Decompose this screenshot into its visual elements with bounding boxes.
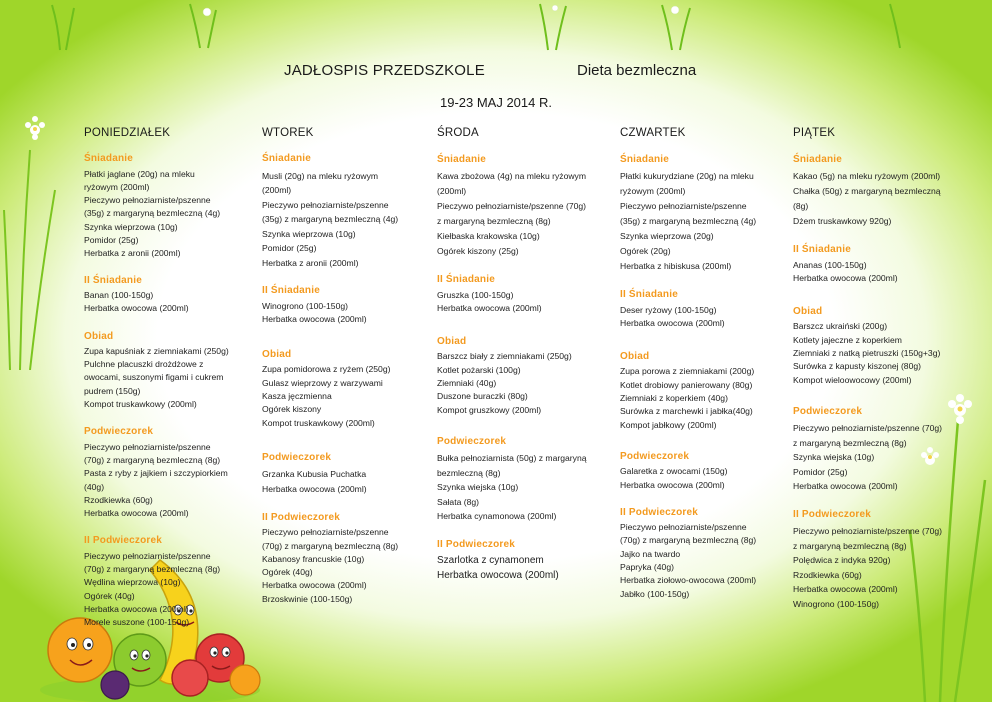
meal-title: Śniadanie (437, 154, 487, 166)
meal-item: bezmleczną (8g) (437, 467, 501, 478)
meal-title: Podwieczorek (437, 435, 507, 447)
meal-item: Pieczywo pełnoziarniste/pszenne (262, 199, 389, 210)
meal-title: Podwieczorek (84, 426, 154, 438)
meal-breakfast (793, 152, 968, 229)
meal-title: Śniadanie (262, 153, 312, 165)
meal-item: Ananas (100-150g) (793, 259, 867, 270)
meal-item: Kompot wieloowocowy (200ml) (793, 374, 912, 385)
meal-item: (200ml) (262, 185, 292, 196)
meal-item: (70g) z margaryną bezmleczną (8g) (84, 454, 221, 465)
meal-item: Surówka z marchewki i jabłka(40g) (620, 406, 753, 417)
menu-title: JADŁOSPIS PRZEDSZKOLE (284, 62, 485, 79)
meal-item: Herbatka owocowa (200ml) (84, 603, 189, 614)
meal-item: Grzanka Kubusia Puchatka (262, 468, 367, 479)
meal-afternoon-snack (84, 425, 254, 520)
meal-title: Podwieczorek (620, 450, 690, 462)
meal-item: Szynka wieprzowa (10g) (262, 228, 356, 239)
day-column-tuesday (262, 127, 432, 620)
meal-item: Herbatka owocowa (200ml) (620, 317, 725, 328)
meal-item: Płatki jaglane (20g) na mleku (84, 168, 195, 179)
meal-second-breakfast (84, 274, 254, 316)
meal-title: II Podwieczorek (437, 538, 516, 550)
day-column-wednesday (437, 127, 613, 597)
meal-title: II Śniadanie (793, 244, 851, 256)
meal-breakfast (437, 152, 613, 259)
meal-item: Płatki kukurydziane (20g) na mleku (620, 171, 754, 182)
meal-item: Herbatka owocowa (200ml) (84, 508, 189, 519)
meal-item: Ogórek kiszony (25g) (437, 246, 519, 257)
meal-item: Herbatka cynamonowa (200ml) (437, 511, 557, 522)
meal-breakfast (84, 152, 254, 260)
meal-title: Śniadanie (620, 154, 670, 166)
meal-item: Dżem truskawkowy 920g) (793, 216, 892, 227)
meal-item: Rzodkiewka (60g) (84, 494, 153, 505)
meal-title: II Śniadanie (84, 274, 142, 286)
meal-item: Chałka (50g) z margaryną bezmleczną (793, 186, 941, 197)
meal-item: Herbatka ziołowo-owocowa (200ml) (620, 575, 757, 586)
meal-item: (8g) (793, 201, 809, 212)
meal-item: Herbatka z aronii (200ml) (84, 248, 181, 259)
meal-second-afternoon-snack (793, 508, 968, 612)
meal-item: Rzodkiewka (60g) (793, 569, 862, 580)
meal-second-breakfast (437, 273, 613, 315)
meal-item: Pieczywo pełnoziarniste/pszenne (84, 550, 211, 561)
meal-item: Kiełbaska krakowska (10g) (437, 231, 540, 242)
meal-item: Surówka z kapusty kiszonej (80g) (793, 361, 922, 372)
diet-type: Dieta bezmleczna (577, 62, 697, 79)
meal-item: Pomidor (25g) (262, 243, 317, 254)
meal-second-afternoon-snack (84, 534, 254, 629)
meal-item: Szynka wieprzowa (10g) (84, 221, 178, 232)
meal-second-breakfast (793, 243, 968, 285)
meal-item: Pieczywo pełnoziarniste/pszenne (84, 195, 211, 206)
meal-item: Gulasz wieprzowy z warzywami (262, 377, 383, 388)
meal-item: Sałata (8g) (437, 496, 480, 507)
meal-item: Herbatka owocowa (200ml) (793, 272, 898, 283)
meal-title: II Podwieczorek (262, 511, 341, 523)
meal-item: Winogrono (100-150g) (262, 300, 348, 311)
meal-lunch (620, 350, 790, 432)
meal-item: Ogórek kiszony (262, 404, 322, 415)
day-name: ŚRODA (437, 127, 479, 139)
meal-item: Pieczywo pełnoziarniste/pszenne (70g) (793, 423, 943, 434)
meal-item: Szynka wiejska (10g) (437, 482, 519, 493)
meal-item: Pieczywo pełnoziarniste/pszenne (70g) (437, 201, 587, 212)
meal-lunch (437, 335, 613, 417)
meal-item: Musli (20g) na mleku ryżowym (262, 170, 379, 181)
meal-title: II Podwieczorek (84, 535, 163, 547)
meal-second-afternoon-snack (437, 538, 613, 583)
meal-second-afternoon-snack (620, 506, 790, 601)
meal-item: (35g) z margaryną bezmleczną (4g) (620, 216, 757, 227)
meal-item: Zupa pomidorowa z ryżem (250g) (262, 364, 391, 375)
meal-item: (200ml) (437, 186, 467, 197)
meal-item: Papryka (40g) (620, 562, 674, 573)
meal-item: Pasta z ryby z jajkiem i szczypiorkiem (84, 468, 228, 479)
meal-item: Szynka wieprzowa (20g) (620, 231, 714, 242)
meal-item: Pomidor (25g) (84, 235, 139, 246)
meal-item: Ziemniaki (40g) (437, 378, 497, 389)
meal-item: (35g) z margaryną bezmleczną (4g) (84, 208, 221, 219)
meal-title: Obiad (437, 336, 467, 348)
meal-item: Duszone buraczki (80g) (437, 391, 528, 402)
meal-item: Kompot truskawkowy (200ml) (262, 417, 375, 428)
meal-item: Herbatka z hibiskusa (200ml) (620, 261, 732, 272)
meal-item: Pieczywo pełnoziarniste/pszenne (262, 527, 389, 538)
meal-item: Herbatka owocowa (200ml) (262, 483, 367, 494)
meal-title: Podwieczorek (793, 405, 863, 417)
meal-title: II Śniadanie (437, 274, 495, 286)
meal-item: Jabłko (100-150g) (620, 588, 690, 599)
meal-item: Herbatka owocowa (200ml) (437, 570, 559, 582)
meal-item: Herbatka owocowa (200ml) (437, 302, 542, 313)
meal-title: Obiad (84, 330, 114, 342)
meal-item: z margaryną bezmleczną (8g) (437, 216, 551, 227)
meal-item: Polędwica z indyka 920g) (793, 555, 891, 566)
meal-item: Deser ryżowy (100-150g) (620, 304, 717, 315)
meal-afternoon-snack (437, 435, 613, 524)
menu-date-range: 19-23 MAJ 2014 R. (439, 95, 552, 110)
meal-title: II Śniadanie (620, 289, 678, 301)
day-name: CZWARTEK (620, 127, 686, 139)
meal-item: Pieczywo pełnoziarniste/pszenne (620, 201, 747, 212)
meal-afternoon-snack (620, 450, 790, 492)
meal-item: Ziemniaki z koperkiem (40g) (620, 393, 728, 404)
meal-title: II Podwieczorek (620, 506, 699, 518)
meal-item: Pomidor (25g) (793, 466, 848, 477)
meal-item: Kompot jabłkowy (200ml) (620, 419, 717, 430)
meal-item: Kotlet pożarski (100g) (437, 364, 521, 375)
meal-item: (70g) z margaryną bezmleczną (8g) (84, 564, 221, 575)
meal-item: Pieczywo pełnoziarniste/pszenne (620, 522, 747, 533)
day-column-friday (793, 127, 968, 625)
meal-title: Obiad (793, 306, 823, 318)
meal-lunch (84, 330, 254, 412)
meal-item: Barszcz biały z ziemniakami (250g) (437, 351, 572, 362)
meal-item: Brzoskwinie (100-150g) (262, 593, 353, 604)
meal-item: (40g) (84, 481, 105, 492)
grass-decoration-top (0, 0, 992, 60)
meal-item: Winogrono (100-150g) (793, 598, 879, 609)
meal-item: Pulchne placuszki drożdżowe z (84, 359, 204, 370)
day-column-monday (84, 127, 254, 644)
grass-decoration-left (0, 110, 80, 370)
meal-item: Pieczywo pełnoziarniste/pszenne (70g) (793, 526, 943, 537)
meal-lunch (262, 348, 432, 430)
meal-item: Kompot gruszkowy (200ml) (437, 404, 542, 415)
meal-item: ryżowym (200ml) (84, 181, 150, 192)
meal-item: Pieczywo pełnoziarniste/pszenne (84, 441, 211, 452)
day-name: PONIEDZIAŁEK (84, 127, 171, 139)
meal-item: (70g) z margaryną bezmleczną (8g) (620, 535, 757, 546)
meal-second-breakfast (620, 288, 790, 330)
meal-second-afternoon-snack (262, 511, 432, 606)
meal-item: Kotlety jajeczne z koperkiem (793, 334, 902, 345)
meal-item: Herbatka owocowa (200ml) (262, 580, 367, 591)
day-name: PIĄTEK (793, 127, 836, 139)
meal-item: z margaryną bezmleczną (8g) (793, 437, 907, 448)
meal-title: Śniadanie (84, 153, 134, 165)
meal-item: Herbatka owocowa (200ml) (84, 303, 189, 314)
meal-item: Kotlet drobiowy panierowany (80g) (620, 379, 753, 390)
meal-item: Kasza jęczmienna (262, 391, 332, 402)
meal-title: Śniadanie (793, 154, 843, 166)
meal-afternoon-snack (793, 405, 968, 494)
meal-item: owocami, suszonymi figami i cukrem (84, 372, 224, 383)
meal-second-breakfast (262, 284, 432, 326)
meal-title: II Podwieczorek (793, 508, 872, 520)
meal-item: Kakao (5g) na mleku ryżowym (200ml) (793, 171, 941, 182)
meal-item: Kompot truskawkowy (200ml) (84, 399, 197, 410)
meal-item: Galaretka z owocami (150g) (620, 466, 728, 477)
meal-item: Morele suszone (100-150g) (84, 617, 190, 628)
meal-item: Szarlotka z cynamonem (437, 555, 544, 567)
meal-item: Szynka wiejska (10g) (793, 452, 875, 463)
meal-item: Herbatka owocowa (200ml) (620, 479, 725, 490)
meal-title: Obiad (262, 349, 292, 361)
meal-title: II Śniadanie (262, 285, 320, 297)
meal-item: Ogórek (40g) (84, 590, 135, 601)
meal-item: Ogórek (20g) (620, 246, 671, 257)
meal-afternoon-snack (262, 450, 432, 497)
meal-item: Herbatka z aronii (200ml) (262, 257, 359, 268)
meal-breakfast (620, 152, 790, 274)
meal-item: Kawa zbożowa (4g) na mleku ryżowym (437, 171, 587, 182)
day-column-thursday (620, 127, 790, 615)
meal-item: Herbatka owocowa (200ml) (793, 584, 898, 595)
meal-item: Gruszka (100-150g) (437, 289, 514, 300)
meal-item: pudrem (150g) (84, 385, 141, 396)
meal-item: Wędlina wieprzowa (10g) (84, 577, 181, 588)
meal-lunch (793, 305, 968, 387)
meal-item: Zupa kapuśniak z ziemniakami (250g) (84, 345, 229, 356)
meal-item: (70g) z margaryną bezmleczną (8g) (262, 540, 399, 551)
day-name: WTOREK (262, 127, 314, 139)
meal-item: z margaryną bezmleczną (8g) (793, 540, 907, 551)
meal-item: Herbatka owocowa (200ml) (262, 313, 367, 324)
meal-item: Ziemniaki z natką pietruszki (150g+3g) (793, 348, 941, 359)
meal-title: Podwieczorek (262, 451, 332, 463)
meal-item: ryżowym (200ml) (620, 186, 686, 197)
meal-item: Jajko na twardo (620, 548, 681, 559)
meal-item: Herbatka owocowa (200ml) (793, 481, 898, 492)
meal-item: Kabanosy francuskie (10g) (262, 553, 365, 564)
meal-item: Banan (100-150g) (84, 289, 154, 300)
meal-breakfast (262, 152, 432, 270)
meal-item: Ogórek (40g) (262, 567, 313, 578)
meal-item: Bułka pełnoziarnista (50g) z margaryną (437, 453, 587, 464)
meal-item: Zupa porowa z ziemniakami (200g) (620, 366, 755, 377)
meal-item: (35g) z margaryną bezmleczną (4g) (262, 214, 399, 225)
meal-item: Barszcz ukraiński (200g) (793, 321, 888, 332)
meal-title: Obiad (620, 351, 650, 363)
